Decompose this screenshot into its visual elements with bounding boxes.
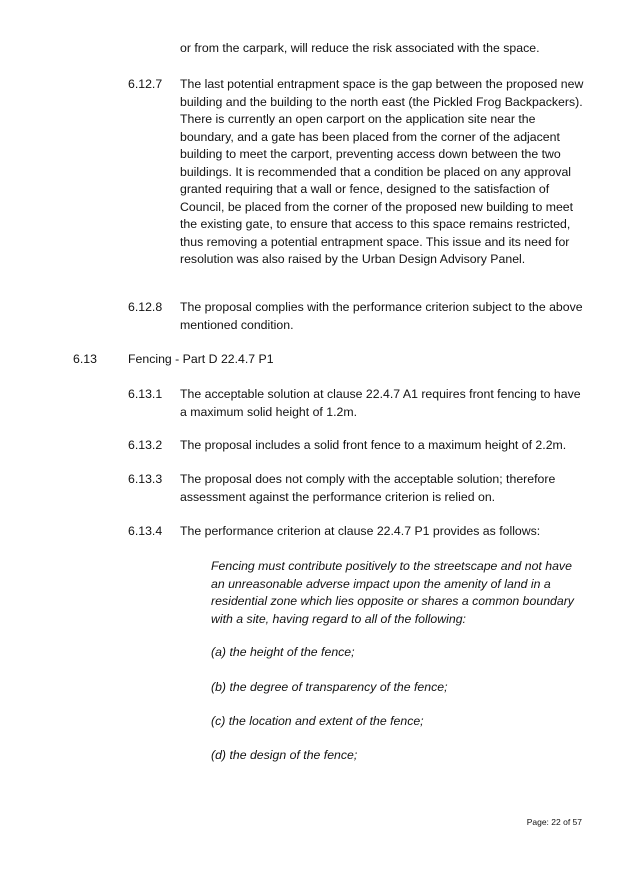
quote-item-d: (d) the design of the fence;	[211, 748, 358, 762]
clause-text-6-12-7: The last potential entrapment space is the gap between the proposed new building and the building to the north east (the Pickled Frog Backpackers). There is currently an open carport on the application site near the boundary, and a gate has been placed from the corner of the adjacent building to meet the carport, preventing access down between the two buildings. It is recommended that a condition be placed on any approval granted requiring that a wall or fence, designed to the satisfaction of Council, be placed from the corner of the proposed new building to meet the existing gate, to ensure that access to this space remains restricted, thus removing a potential entrapment space. This issue and its need for resolution was also raised by the Urban Design Advisory Panel.	[180, 77, 584, 266]
clause-text-6-13-1: The acceptable solution at clause 22.4.7 A1 requires front fencing to have a maximum solid height of 1.2m.	[180, 387, 581, 419]
clause-text-6-13-3: The proposal does not comply with the acceptable solution; therefore assessment against the performance criterion is relied on.	[180, 472, 556, 504]
section-title: Fencing - Part D 22.4.7 P1	[128, 352, 274, 366]
clause-number-6-13-3: 6.13.3	[128, 472, 163, 486]
clause-text-6-13-2: The proposal includes a solid front fence to a maximum height of 2.2m.	[180, 438, 567, 452]
clause-number-6-13-4: 6.13.4	[128, 524, 163, 538]
clause-number-6-13-1: 6.13.1	[128, 387, 163, 401]
quote-item-b: (b) the degree of transparency of the fence;	[211, 680, 448, 694]
clause-number-6-12-7: 6.12.7	[128, 77, 163, 91]
page-number: Page: 22 of 57	[526, 817, 582, 827]
clause-text-6-13-4: The performance criterion at clause 22.4.7 P1 provides as follows:	[180, 524, 541, 538]
quote-item-a: (a) the height of the fence;	[211, 645, 355, 659]
quote-item-c: (c) the location and extent of the fence;	[211, 714, 424, 728]
clause-number-6-13-2: 6.13.2	[128, 438, 163, 452]
clause-number-6-12-8: 6.12.8	[128, 300, 163, 314]
quote-intro: Fencing must contribute positively to the streetscape and not have an unreasonable adverse impact upon the amenity of land in a residential zone which lies opposite or shares a common boundary with a site, having regard to all of the following:	[211, 559, 574, 626]
section-number: 6.13	[73, 352, 97, 366]
continuation-paragraph: or from the carpark, will reduce the risk associated with the space.	[180, 41, 540, 55]
clause-text-6-12-8: The proposal complies with the performance criterion subject to the above mentioned condition.	[180, 300, 583, 332]
